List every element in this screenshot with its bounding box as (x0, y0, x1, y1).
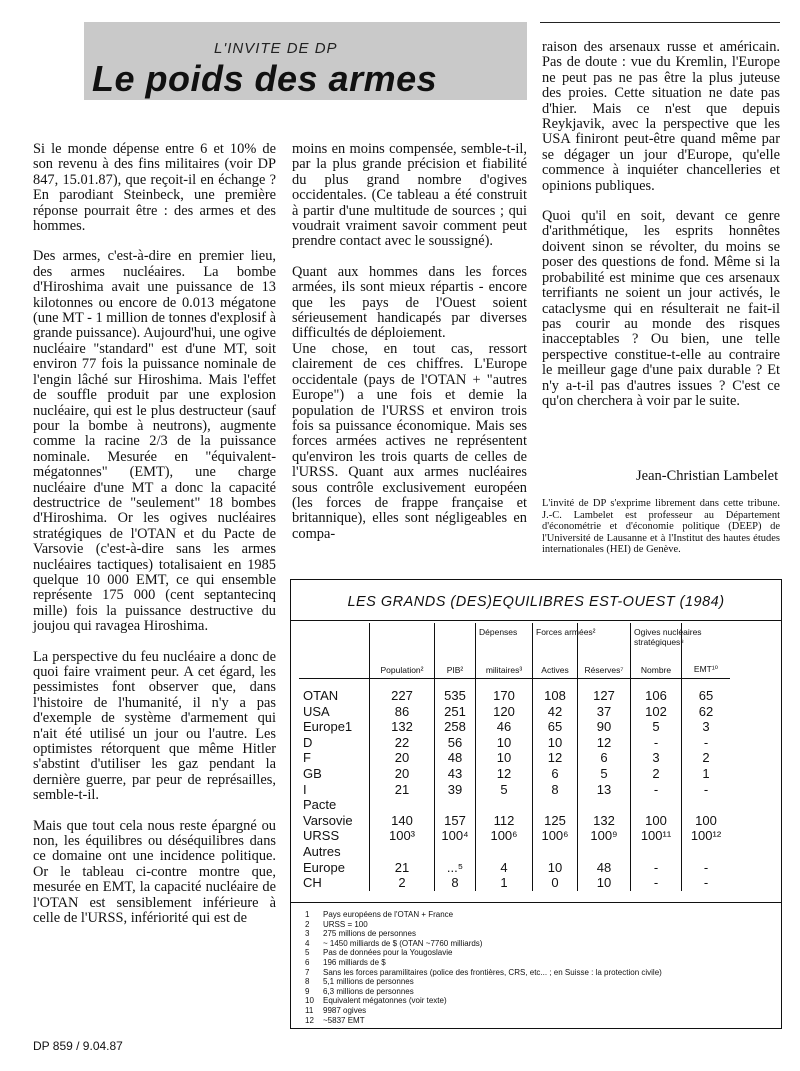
footnote-text: Equivalent mégatonnes (voir texte) (323, 996, 447, 1006)
table-row (299, 782, 730, 798)
footnote (305, 948, 775, 958)
table-row (299, 719, 730, 735)
paragraph: Quoi qu'il en soit, devant ce genre d'arithmétique, les esprits honnêtes doivent sinon se révolter, du moins se poser des questions de fond. Même si la probabilité est minime que ces arsenaux terrifiants ne soient un jour activés, le cataclysme qui en résulterait ne fait-il pas courir au monde des risques inacceptables ? Ou bien, une telle perspective constitue-t-elle au contraire le meilleur gage d'une paix durable ? Et n'y a-t-il pas d'autres issues ? C'est ce qu'on cherchera à voir par le suite. (542, 208, 780, 409)
article-title: Le poids des armes (92, 58, 438, 99)
row-label: URSS (299, 828, 370, 844)
table-cell: 3 (702, 719, 710, 735)
paragraph: Si le monde dépense entre 6 et 10% de son revenu à des fins militaires (voir DP 847, 15.01.87), que reçoit-il en échange ? En parodiant Steinbeck, une première réponse pourrait être : des armes et des hommes. (33, 141, 276, 235)
table-cell: 42 (533, 704, 578, 720)
footnote-text: Sans les forces paramilitaires (police des frontières, CRS, etc... ; en Suisse : la protection civile) (323, 967, 662, 977)
footnote-text: URSS = 100 (323, 919, 368, 929)
table-cell: 43 (435, 766, 476, 782)
table-cell: 5 (578, 766, 631, 782)
table-cell: 132 (578, 813, 631, 829)
footnote-number: 5 (305, 948, 310, 958)
footnote-number: 8 (305, 977, 310, 987)
paragraph: La perspective du feu nucléaire a donc de quoi faire vraiment peur. A cet égard, les pessimistes font observer que, dans l'histoire de l'humanité, il n'y a pas d'exemple de système d'armement qui n'ait été utilisé un jour ou l'autre. Les optimistes rétorquent que même Hitler s'abstint d'utiliser les gaz pendant la dernière guerre, par peur de représailles, semble-t-il. (33, 648, 276, 804)
footnote-number: 10 (305, 996, 314, 1006)
table-cell: 100¹² (690, 828, 722, 844)
issue-footer: DP 859 / 9.04.87 (33, 1039, 123, 1053)
table-cell: 8 (533, 782, 578, 798)
table-cell: 48 (578, 860, 631, 876)
article-column-1 (33, 142, 276, 942)
column-top-rule (540, 22, 780, 23)
table-cell: 251 (435, 704, 476, 720)
table-footnotes (305, 910, 775, 1025)
table-cell (476, 844, 533, 860)
table-cell: 62 (698, 703, 714, 719)
table-cell: 100¹¹ (631, 828, 682, 844)
table-cell: 8 (435, 875, 476, 891)
paragraph: raison des arsenaux russe et américain. Pas de doute : vue du Kremlin, l'Europe ne peut pas ne pas être la plus juteuse des proies. Cette situation ne date pas d'hier. Mais ce n'est que depuis Reykjavik, avec la perspective que les USA finiront peut-être quand même par se dégager un jour d'Europe, qu'elle commence à inquiéter chancelleries et opinions publiques. (542, 39, 780, 194)
table-header-actives (533, 623, 596, 679)
table-cell: 125 (533, 813, 578, 829)
footnote-text: 9987 ogives (323, 1005, 367, 1015)
table-cell: 21 (370, 782, 435, 798)
table-cell (435, 797, 476, 813)
table-cell: 37 (578, 704, 631, 720)
table-cell: 2 (370, 875, 435, 891)
table-row (299, 679, 730, 704)
table-group-depenses: Dépenses (479, 627, 518, 637)
table-cell: 10 (476, 750, 533, 766)
row-label: F (299, 750, 370, 766)
row-label: OTAN (299, 679, 370, 704)
table-cell: - (631, 735, 682, 751)
table-cell: - (703, 859, 709, 875)
table-cell: 10 (476, 735, 533, 751)
footnote-rule (291, 902, 781, 903)
footnote-number: 9 (305, 986, 310, 996)
footnote-number: 4 (305, 938, 310, 948)
table-cell: ...⁵ (435, 860, 476, 876)
data-table-box (290, 579, 782, 1029)
footnote-number: 7 (305, 967, 310, 977)
row-label: I (299, 782, 370, 798)
table-cell: 258 (435, 719, 476, 735)
table-cell: 127 (578, 679, 631, 704)
table-cell: 157 (435, 813, 476, 829)
footnote-text: ~5837 EMT (323, 1015, 365, 1025)
article-column-2 (292, 142, 527, 557)
table-cell: 100⁶ (476, 828, 533, 844)
row-label: Varsovie (299, 813, 370, 829)
table-cell: 12 (476, 766, 533, 782)
table-row (299, 813, 730, 829)
table-cell: 10 (578, 875, 631, 891)
table-cell: 100⁴ (435, 828, 476, 844)
table-cell: 100 (631, 813, 682, 829)
table-header-militaires: militaires³ (485, 665, 523, 675)
table-cell: 46 (476, 719, 533, 735)
table-row (299, 797, 730, 813)
table-cell: 12 (533, 750, 578, 766)
footnote-text: ~ 1450 milliards de $ (OTAN ~7760 milliards) (323, 938, 483, 948)
table-cell: 86 (370, 704, 435, 720)
footnote-text: 5,1 millions de personnes (323, 977, 414, 987)
table-cell: 65 (533, 719, 578, 735)
table-row (299, 735, 730, 751)
author-note: L'invité de DP s'exprime librement dans cette tribune. J.-C. Lambelet est professeur au Département d'économétrie et d'économie politique (DEEP) de l'Université de Lausanne et à l'Institut des hautes études internationales (HEI) de Genève. (542, 498, 780, 555)
table-cell: 108 (533, 679, 578, 704)
table-cell (631, 797, 682, 813)
footnote (305, 1006, 775, 1016)
table-header-nombre-label: Nombre (640, 665, 672, 675)
table-row (299, 750, 730, 766)
table-cell: 12 (578, 735, 631, 751)
table-cell: 39 (435, 782, 476, 798)
table-header-population: Population² (370, 623, 435, 679)
table-cell: 132 (370, 719, 435, 735)
table-header-emt: EMT¹⁰ (682, 623, 731, 679)
table-cell: 6 (533, 766, 578, 782)
footnote (305, 920, 775, 930)
table-header-depenses (476, 623, 533, 679)
row-label: GB (299, 766, 370, 782)
table-cell: 56 (435, 735, 476, 751)
table-cell: 2 (702, 750, 710, 766)
author-signature: Jean-Christian Lambelet (636, 468, 779, 484)
footnote-text: Pas de données pour la Yougoslavie (323, 948, 453, 958)
table-cell: 5 (476, 782, 533, 798)
paragraph: Quant aux hommes dans les forces armées, ils sont mieux répartis - encore que les pays de l'Ouest soient sérieusement handicapés par diverses difficultés de déploiement. (292, 263, 527, 342)
table-cell: 48 (435, 750, 476, 766)
footnote-number: 3 (305, 929, 310, 939)
row-label: Europe (299, 860, 370, 876)
table-cell: - (703, 875, 709, 891)
row-label: Europe1 (299, 719, 370, 735)
table-cell: 6 (578, 750, 631, 766)
table-cell: - (703, 734, 709, 750)
table-cell: 102 (631, 704, 682, 720)
table-cell: 112 (476, 813, 533, 829)
table-row (299, 875, 730, 891)
table-cell: - (631, 782, 682, 798)
table-cell: 90 (578, 719, 631, 735)
table-title: LES GRANDS (DES)EQUILIBRES EST-OUEST (1984) (347, 594, 725, 610)
table-header-blank (299, 623, 370, 679)
table-row (299, 704, 730, 720)
table-row (299, 766, 730, 782)
table-cell: 1 (476, 875, 533, 891)
paragraph: moins en moins compensée, semble-t-il, par la plus grande précision et fiabilité du plus grand nombre d'ogives occidentales. (Ce tableau a été construit à partir d'une multitude de sources ; qui voudrait vraiment savoir comment peut prendre contact avec le soussigné). (292, 141, 527, 250)
table-cell: 20 (370, 750, 435, 766)
footnote-text: Pays européens de l'OTAN + France (323, 910, 454, 919)
table-cell: 535 (435, 679, 476, 704)
table-cell: 10 (533, 860, 578, 876)
table-row (299, 828, 730, 844)
table-cell (435, 844, 476, 860)
footnote (305, 939, 775, 949)
paragraph: Des armes, c'est-à-dire en premier lieu, des armes nucléaires. La bombe d'Hiroshima avait une puissance de 13 kilotonnes ou encore de 0.013 mégatone (une MT - 1 million de tonnes d'explosif à grande puissance). Aujourd'hui, une ogive nucléaire "standard" est d'une MT, soit environ 77 fois la puissance nominale de l'engin lâché sur Hiroshima. Mais l'effet de souffle produit par une explosion nucléaire, qui est le plus destructeur (sauf pour la bombe à neutrons), augmente comme la racine 2/3 de la puissance nominale. Mesurée en "équivalent-mégatonnes" (EMT), une charge nucléaire d'une MT a donc la capacité destructrice de "seulement" 18 bombes d'Hiroshima. Or les ogives nucléaires stratégiques de l'OTAN et du Pacte de Varsovie (c'est-à-dire sans les armes nucléaires tactiques) totalisaient en 1985 quelque 10 000 EMT, ce qui ensemble représente 175 000 (cent septantecinq mille) fois la puissance destructive du joujou qui ravagea Hiroshima. (33, 248, 276, 635)
row-label: D (299, 735, 370, 751)
table-cell (578, 797, 631, 813)
table-row (299, 860, 730, 876)
footnote-number: 6 (305, 957, 310, 967)
table-cell: 1 (702, 765, 710, 781)
footnote-text: 196 milliards de $ (323, 957, 386, 967)
table-header-reserves: Réserves⁷ (578, 623, 631, 679)
table-title-rule (291, 620, 781, 621)
table-cell (682, 797, 731, 813)
table-cell: 20 (370, 766, 435, 782)
table-header-actives-label: Actives (541, 665, 569, 675)
table-cell: 5 (631, 719, 682, 735)
table-cell: 227 (370, 679, 435, 704)
footnote (305, 958, 775, 968)
footnote-text: 6,3 millions de personnes (323, 986, 414, 996)
row-label: USA (299, 704, 370, 720)
table-cell (370, 797, 435, 813)
footnote-number: 2 (305, 919, 310, 929)
table-row (299, 844, 730, 860)
footnote (305, 910, 775, 920)
table-cell (370, 844, 435, 860)
table-cell: 120 (476, 704, 533, 720)
table-cell: - (703, 781, 709, 797)
table-cell: 3 (631, 750, 682, 766)
table-cell (578, 844, 631, 860)
table-header-pib: PIB² (435, 623, 476, 679)
table-cell: - (631, 860, 682, 876)
footnote (305, 977, 775, 987)
paragraph: Une chose, en tout cas, ressort clairement de ces chiffres. L'Europe occidentale (pays de l'OTAN + "autres Europe") a une fois et demie la population de l'URSS et environ trois fois sa puissance économique. Mais ses forces armées actives ne représentent qu'environ les trois quarts de celles de l'URSS. Quant aux armes nucléaires sous contrôle exclusivement européen (les forces de frappe française et britannique), elles sont négligeables en compa- (292, 340, 527, 542)
footnote-number: 11 (305, 1005, 314, 1015)
footnote (305, 968, 775, 978)
article-column-3 (542, 40, 780, 424)
table-cell: 100⁶ (533, 828, 578, 844)
footnote-text: 275 millions de personnes (323, 929, 416, 939)
row-label: CH (299, 875, 370, 891)
table-cell: 4 (476, 860, 533, 876)
table-cell (533, 844, 578, 860)
table-cell: 22 (370, 735, 435, 751)
table-group-forces: Forces armées² (536, 627, 596, 637)
table-cell: 140 (370, 813, 435, 829)
footnote (305, 987, 775, 997)
table-cell: 2 (631, 766, 682, 782)
data-table (299, 623, 730, 891)
table-cell: 13 (578, 782, 631, 798)
table-cell: 100 (695, 812, 717, 828)
table-cell: 0 (533, 875, 578, 891)
footnote (305, 929, 775, 939)
row-label: Autres (299, 844, 370, 860)
table-cell: 100³ (370, 828, 435, 844)
table-group-ogives: Ogives nucléaires stratégiques⁸ (634, 627, 702, 647)
kicker: L'INVITE DE DP (214, 40, 338, 57)
table-cell: - (631, 875, 682, 891)
table-cell (631, 844, 682, 860)
footnote (305, 1016, 775, 1026)
footnote-number: 1 (305, 910, 310, 919)
table-cell: 106 (631, 679, 682, 704)
table-cell: 10 (533, 735, 578, 751)
table-cell: 21 (370, 860, 435, 876)
footnote (305, 996, 775, 1006)
table-cell (533, 797, 578, 813)
table-cell: 100⁹ (578, 828, 631, 844)
row-label: Pacte (299, 797, 370, 813)
footnote-number: 12 (305, 1015, 314, 1025)
table-header-nombre (631, 623, 702, 679)
paragraph: Mais que tout cela nous reste épargné ou non, les équilibres ou déséquilibres dans ce domaine ont une incidence politique. Or le tableau ci-contre montre que, mesurée en EMT, la capacité nucléaire de l'OTAN est sensiblement inférieure à celle de l'URSS, infériorité qui est de (33, 817, 276, 927)
table-cell (682, 844, 731, 860)
table-cell: 170 (476, 679, 533, 704)
table-cell (476, 797, 533, 813)
table-cell: 65 (698, 688, 714, 703)
